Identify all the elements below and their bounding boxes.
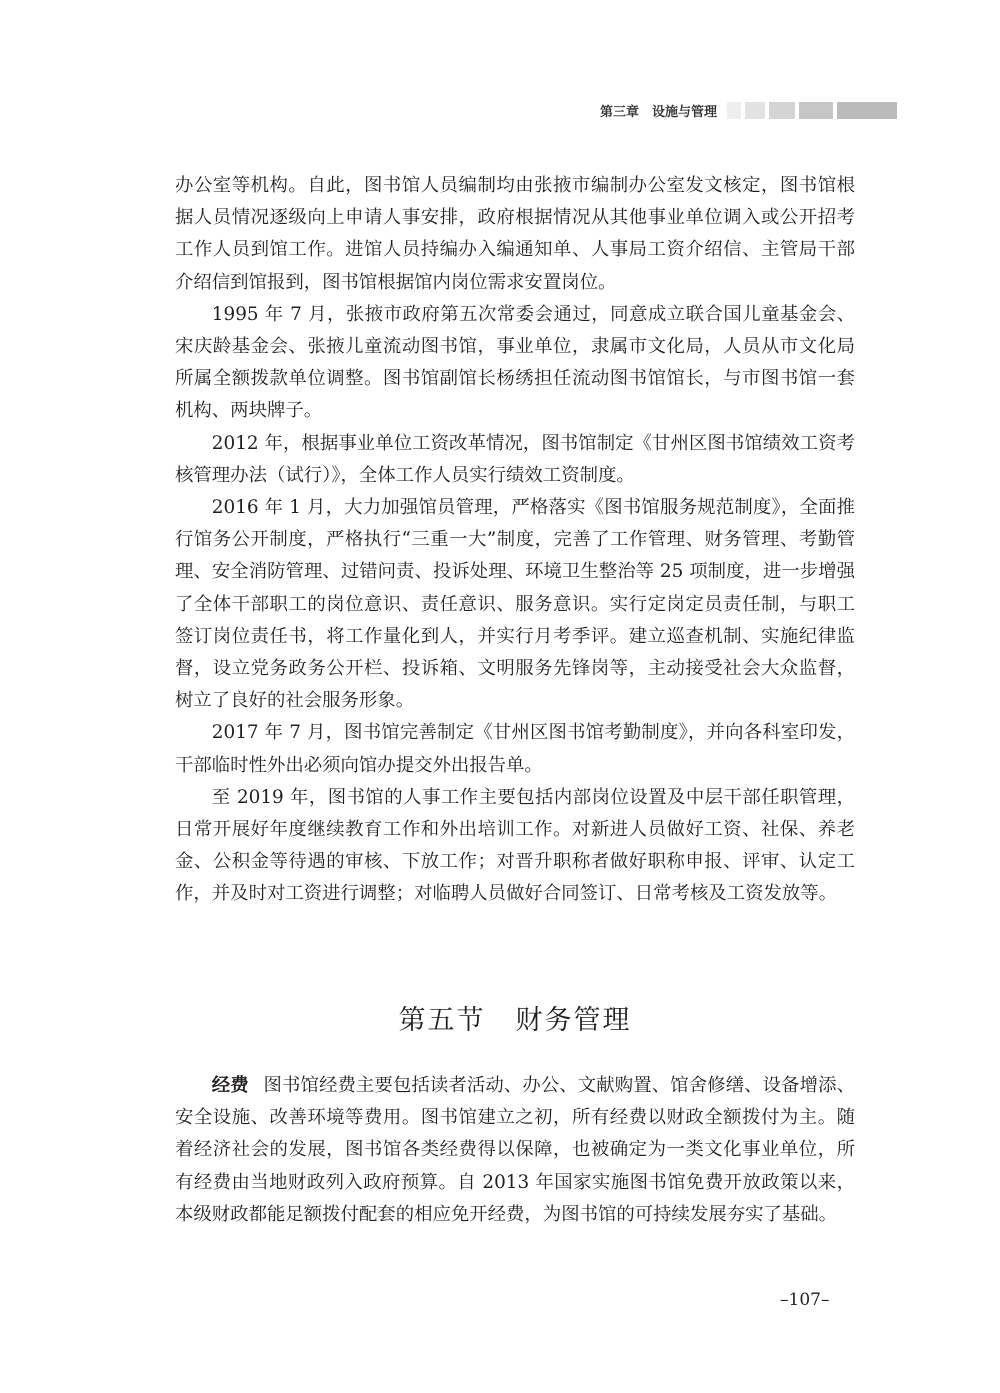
paragraph: 2012 年，根据事业单位工资改革情况，图书馆制定《甘州区图书馆绩效工资考核管理办法（试行）》，全体工作人员实行绩效工资制度。 xyxy=(175,432,855,486)
main-text xyxy=(175,170,855,911)
paragraph-text: 图书馆经费主要包括读者活动、办公、文献购置、馆舍修缮、设备增添、安全设施、改善环境等费用。图书馆建立之初，所有经费以财政全额拨付为主。随着经济社会的发展，图书馆各类经费得以保障，也被确定为一类文化事业单位，所有经费由当地财政列入政府预算。自 2013 年国家实施图书馆免费开放政策以来，本级财政都能足额拨付配套的相应免开经费，为图书馆的可持续发展夯实了基础。 xyxy=(175,1075,855,1225)
section-heading xyxy=(175,998,855,1037)
paragraph: 1995 年 7 月，张掖市政府第五次常委会通过，同意成立联合国儿童基金会、宋庆龄基金会、张掖儿童流动图书馆，事业单位，隶属市文化局，人员从市文化局所属全额拨款单位调整。图书馆副馆长杨绣担任流动图书馆馆长，与市图书馆一套机构、两块牌子。 xyxy=(175,303,855,422)
paragraph: 2017 年 7 月，图书馆完善制定《甘州区图书馆考勤制度》，并向各科室印发，干部临时性外出必须向馆办提交外出报告单。 xyxy=(175,722,855,776)
header-decorative-bars xyxy=(727,102,901,119)
section-title: 财务管理 xyxy=(515,1005,632,1036)
section-number: 第五节 xyxy=(398,1005,486,1036)
running-header xyxy=(600,101,901,120)
header-bar xyxy=(837,102,897,119)
chapter-title: 第三章 设施与管理 xyxy=(600,105,718,120)
header-bar xyxy=(745,102,765,119)
paragraph: 2016 年 1 月，大力加强馆员管理，严格落实《图书馆服务规范制度》，全面推行馆务公开制度，严格执行“三重一大”制度，完善了工作管理、财务管理、考勤管理、安全消防管理、过错问责、投诉处理、环境卫生整治等 25 项制度，进一步增强了全体干部职工的岗位意识、责任意识、服务意识。实行定岗定员责任制，与职工签订岗位责任书，将工作量化到人，并实行月考季评。建立巡查机制、实施纪律监督，设立党务政务公开栏、投诉箱、文明服务先锋岗等，主动接受社会大众监督，树立了良好的社会服务形象。 xyxy=(175,497,855,712)
header-bar xyxy=(769,102,795,119)
paragraph: 办公室等机构。自此，图书馆人员编制均由张掖市编制办公室发文核定，图书馆根据人员情况逐级向上申请人事安排，政府根据情况从其他事业单位调入或公开招考工作人员到馆工作。进馆人员持编办入编通知单、人事局工资介绍信、主管局干部介绍信到馆报到，图书馆根据馆内岗位需求安置岗位。 xyxy=(175,175,855,293)
paragraph: 至 2019 年，图书馆的人事工作主要包括内部岗位设置及中层干部任职管理，日常开展好年度继续教育工作和外出培训工作。对新进人员做好工资、社保、养老金、公积金等待遇的审核、下放工作；对晋升职称者做好职称申报、评审、认定工作，并及时对工资进行调整；对临聘人员做好合同签订、日常考核及工资发放等。 xyxy=(175,786,855,905)
header-bar xyxy=(727,102,741,119)
paragraph xyxy=(175,1070,855,1231)
header-bar xyxy=(799,102,833,119)
section-text xyxy=(175,1070,855,1231)
page-number: –107– xyxy=(780,1290,830,1310)
run-in-heading: 经费 xyxy=(211,1075,249,1096)
